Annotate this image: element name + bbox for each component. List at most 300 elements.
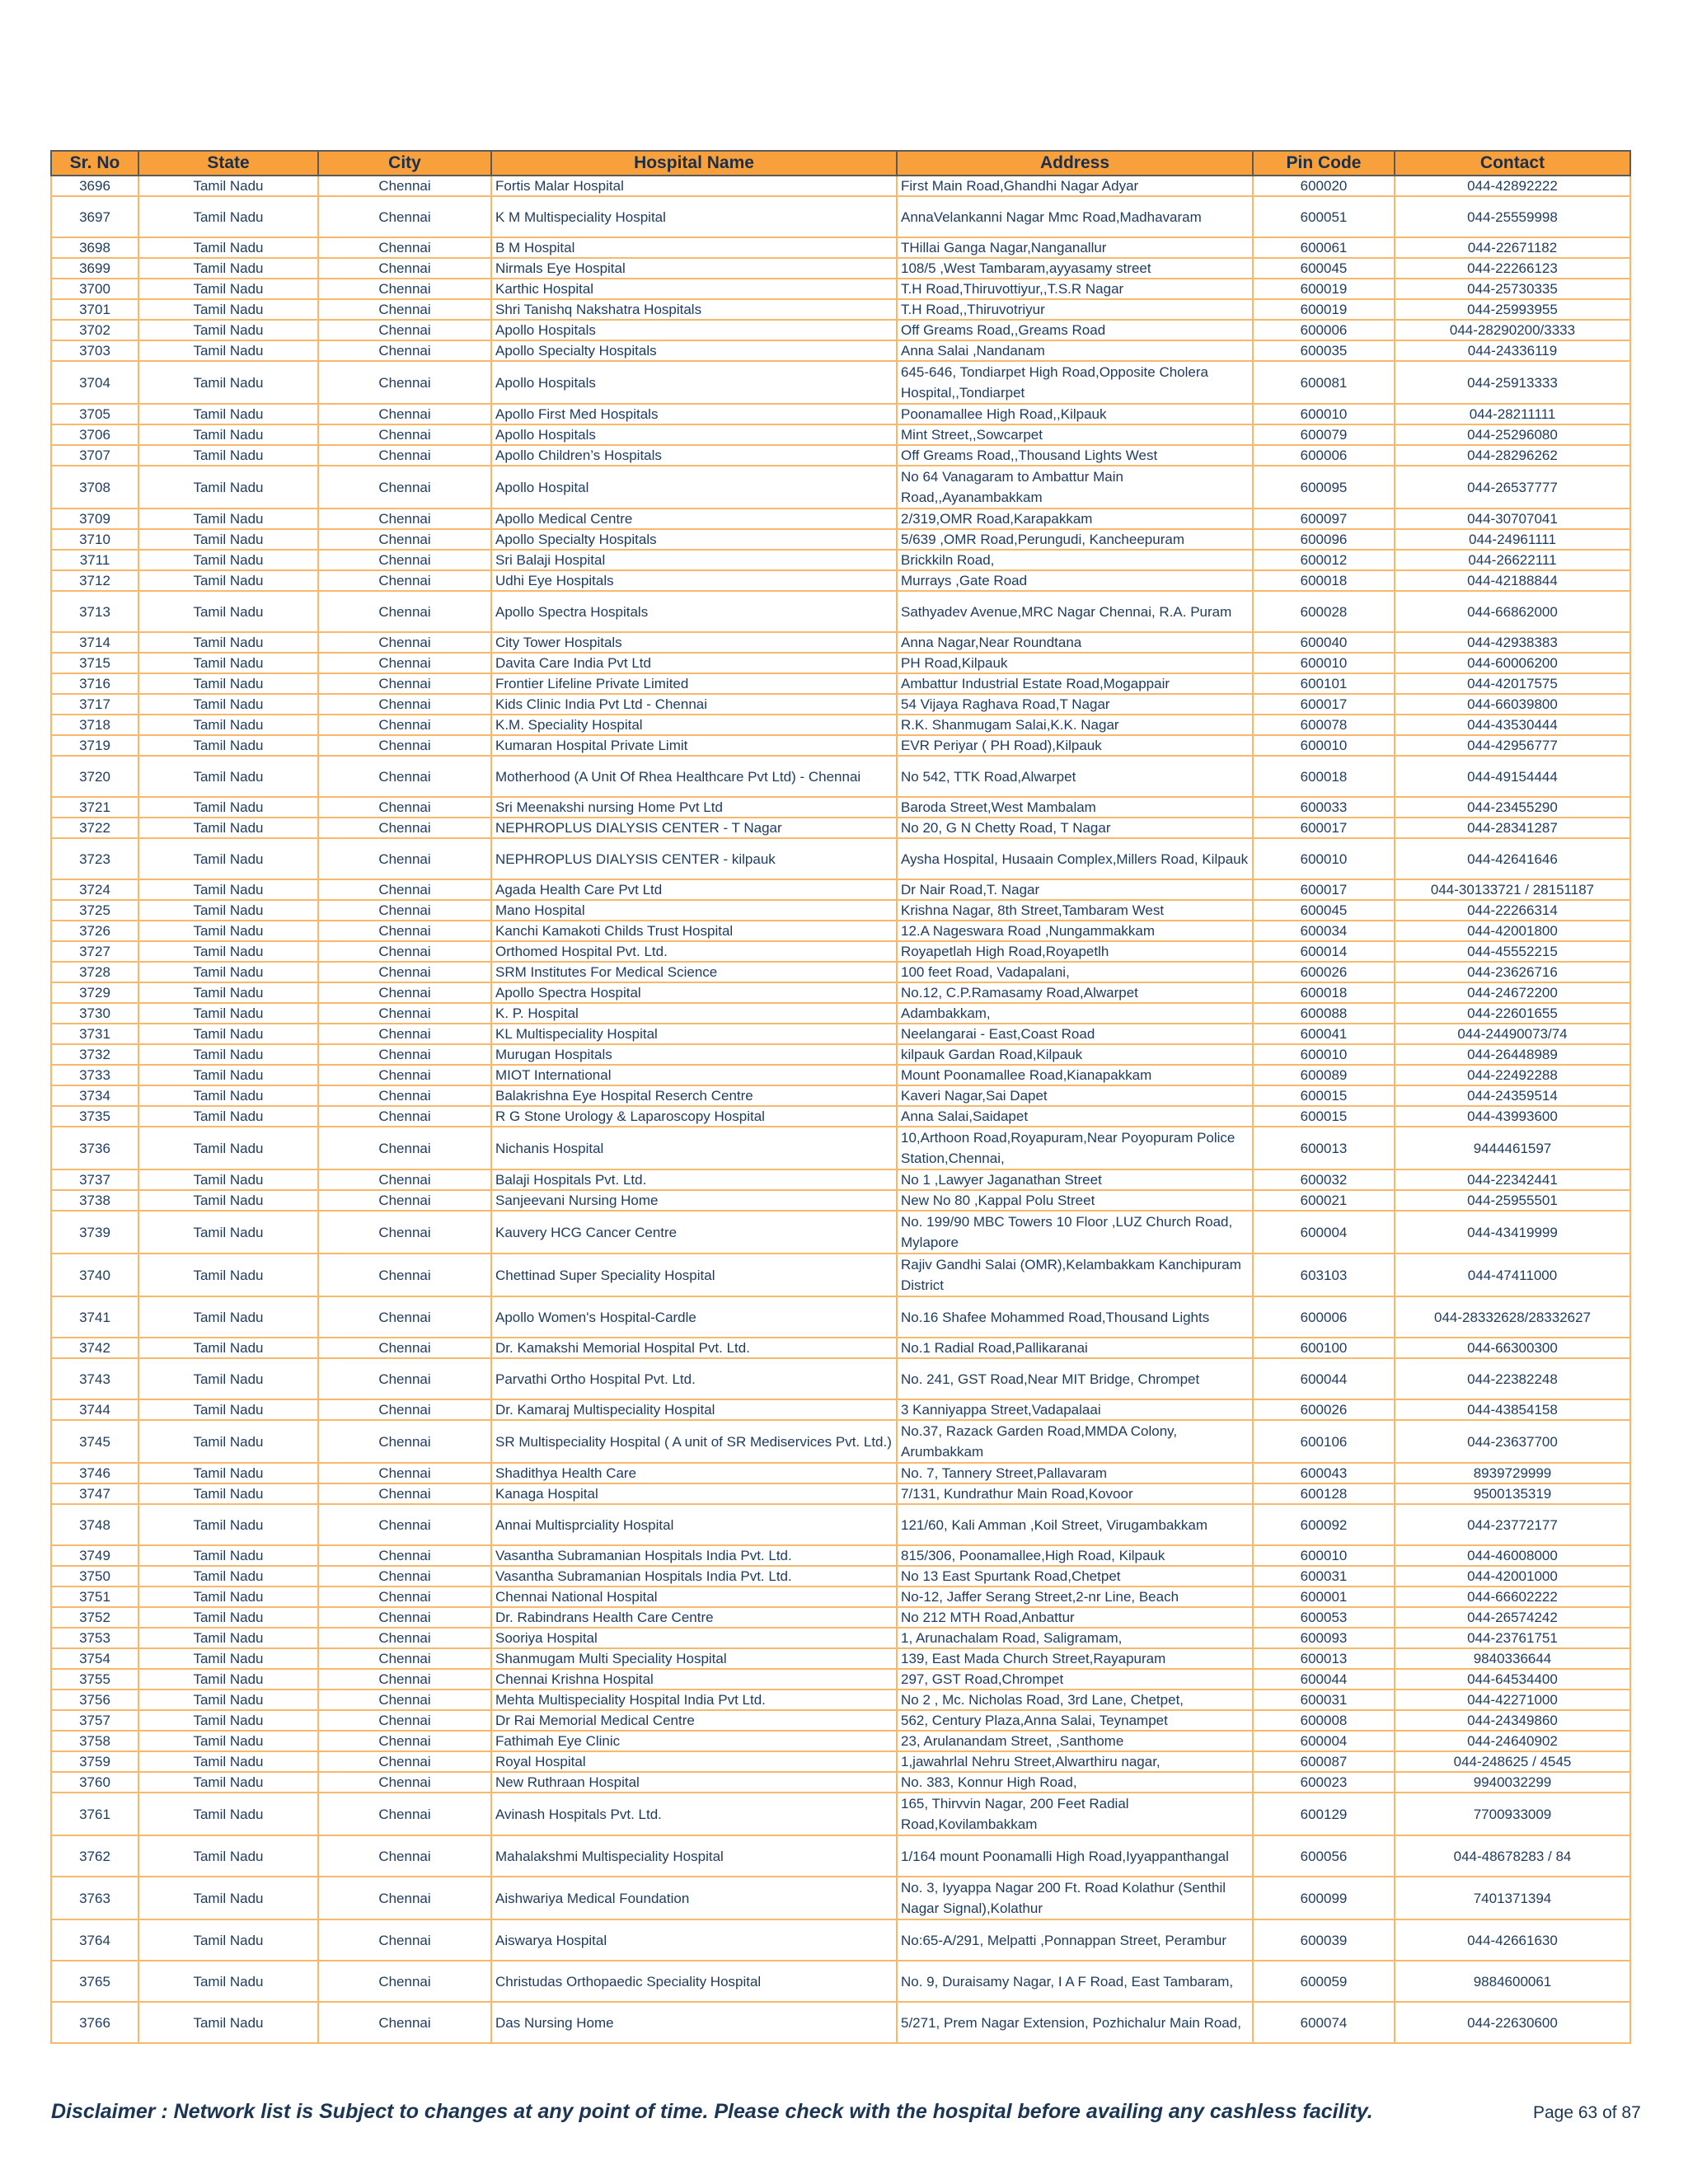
- cell-pin-code: 600033: [1253, 797, 1395, 818]
- cell-contact: 044-42271000: [1395, 1690, 1630, 1710]
- cell-contact: 044-23626716: [1395, 962, 1630, 982]
- cell-city: Chennai: [318, 653, 491, 673]
- cell-city: Chennai: [318, 632, 491, 653]
- table-row: [51, 1024, 1630, 1044]
- cell-contact: 044-22266123: [1395, 258, 1630, 279]
- cell-sr-no: 3732: [51, 1044, 138, 1065]
- cell-hospital-name: Royal Hospital: [491, 1751, 897, 1772]
- table-row: [51, 1919, 1630, 1961]
- cell-city: Chennai: [318, 982, 491, 1003]
- cell-contact: 044-24336119: [1395, 340, 1630, 361]
- cell-pin-code: 600097: [1253, 509, 1395, 529]
- cell-sr-no: 3735: [51, 1106, 138, 1127]
- cell-city: Chennai: [318, 1731, 491, 1751]
- cell-sr-no: 3746: [51, 1463, 138, 1483]
- cell-city: Chennai: [318, 1504, 491, 1545]
- cell-address: Aysha Hospital, Husaain Complex,Millers Road, Kilpauk: [897, 838, 1253, 879]
- cell-state: Tamil Nadu: [138, 509, 318, 529]
- cell-state: Tamil Nadu: [138, 879, 318, 900]
- cell-contact: 9940032299: [1395, 1772, 1630, 1793]
- cell-city: Chennai: [318, 1772, 491, 1793]
- cell-city: Chennai: [318, 1127, 491, 1169]
- cell-contact: 044-46008000: [1395, 1545, 1630, 1566]
- cell-address: 645-646, Tondiarpet High Road,Opposite Cholera Hospital,,Tondiarpet: [897, 361, 1253, 404]
- cell-pin-code: 600045: [1253, 900, 1395, 921]
- cell-sr-no: 3728: [51, 962, 138, 982]
- cell-address: No-12, Jaffer Serang Street,2-nr Line, Beach: [897, 1586, 1253, 1607]
- cell-city: Chennai: [318, 1628, 491, 1648]
- cell-state: Tamil Nadu: [138, 673, 318, 694]
- cell-sr-no: 3752: [51, 1607, 138, 1628]
- cell-address: EVR Periyar ( PH Road),Kilpauk: [897, 735, 1253, 756]
- cell-city: Chennai: [318, 1254, 491, 1296]
- cell-hospital-name: Balakrishna Eye Hospital Reserch Centre: [491, 1085, 897, 1106]
- cell-city: Chennai: [318, 279, 491, 299]
- cell-pin-code: 600004: [1253, 1211, 1395, 1254]
- cell-hospital-name: Mahalakshmi Multispeciality Hospital: [491, 1835, 897, 1877]
- cell-contact: 044-28341287: [1395, 818, 1630, 838]
- cell-city: Chennai: [318, 1085, 491, 1106]
- cell-hospital-name: Frontier Lifeline Private Limited: [491, 673, 897, 694]
- cell-hospital-name: Sri Balaji Hospital: [491, 550, 897, 570]
- cell-contact: 7401371394: [1395, 1877, 1630, 1919]
- cell-state: Tamil Nadu: [138, 1024, 318, 1044]
- cell-city: Chennai: [318, 1463, 491, 1483]
- cell-sr-no: 3742: [51, 1338, 138, 1358]
- table-row: [51, 653, 1630, 673]
- cell-address: Ambattur Industrial Estate Road,Mogappair: [897, 673, 1253, 694]
- cell-pin-code: 600035: [1253, 340, 1395, 361]
- cell-sr-no: 3763: [51, 1877, 138, 1919]
- cell-state: Tamil Nadu: [138, 279, 318, 299]
- cell-address: AnnaVelankanni Nagar Mmc Road,Madhavaram: [897, 196, 1253, 237]
- cell-sr-no: 3756: [51, 1690, 138, 1710]
- cell-pin-code: 600032: [1253, 1169, 1395, 1190]
- cell-state: Tamil Nadu: [138, 2002, 318, 2043]
- cell-hospital-name: Sri Meenakshi nursing Home Pvt Ltd: [491, 797, 897, 818]
- cell-address: No 20, G N Chetty Road, T Nagar: [897, 818, 1253, 838]
- table-row: [51, 529, 1630, 550]
- table-row: [51, 550, 1630, 570]
- cell-state: Tamil Nadu: [138, 196, 318, 237]
- cell-state: Tamil Nadu: [138, 1358, 318, 1399]
- cell-pin-code: 600031: [1253, 1566, 1395, 1586]
- cell-state: Tamil Nadu: [138, 735, 318, 756]
- cell-pin-code: 600017: [1253, 818, 1395, 838]
- cell-pin-code: 600026: [1253, 962, 1395, 982]
- cell-contact: 044-42641646: [1395, 838, 1630, 879]
- table-row: [51, 1127, 1630, 1169]
- table-row: [51, 176, 1630, 196]
- cell-state: Tamil Nadu: [138, 1003, 318, 1024]
- cell-state: Tamil Nadu: [138, 1628, 318, 1648]
- cell-pin-code: 600004: [1253, 1731, 1395, 1751]
- cell-pin-code: 600026: [1253, 1399, 1395, 1420]
- table-row: [51, 1085, 1630, 1106]
- cell-state: Tamil Nadu: [138, 1190, 318, 1211]
- cell-address: No 13 East Spurtank Road,Chetpet: [897, 1566, 1253, 1586]
- cell-state: Tamil Nadu: [138, 1044, 318, 1065]
- cell-contact: 044-60006200: [1395, 653, 1630, 673]
- cell-address: No 212 MTH Road,Anbattur: [897, 1607, 1253, 1628]
- cell-address: Brickkiln Road,: [897, 550, 1253, 570]
- cell-city: Chennai: [318, 591, 491, 632]
- cell-sr-no: 3720: [51, 756, 138, 797]
- cell-sr-no: 3762: [51, 1835, 138, 1877]
- cell-pin-code: 600089: [1253, 1065, 1395, 1085]
- cell-state: Tamil Nadu: [138, 1710, 318, 1731]
- cell-hospital-name: Fortis Malar Hospital: [491, 176, 897, 196]
- cell-address: 23, Arulanandam Street, ,Santhome: [897, 1731, 1253, 1751]
- cell-hospital-name: Apollo Women's Hospital-Cardle: [491, 1296, 897, 1338]
- cell-address: 5/639 ,OMR Road,Perungudi, Kancheepuram: [897, 529, 1253, 550]
- cell-address: 165, Thirvvin Nagar, 200 Feet Radial Road,Kovilambakkam: [897, 1793, 1253, 1835]
- cell-contact: 9444461597: [1395, 1127, 1630, 1169]
- cell-hospital-name: Nichanis Hospital: [491, 1127, 897, 1169]
- cell-contact: 044-42956777: [1395, 735, 1630, 756]
- cell-state: Tamil Nadu: [138, 1607, 318, 1628]
- cell-city: Chennai: [318, 1751, 491, 1772]
- cell-address: THillai Ganga Nagar,Nanganallur: [897, 237, 1253, 258]
- cell-pin-code: 600023: [1253, 1772, 1395, 1793]
- cell-state: Tamil Nadu: [138, 1751, 318, 1772]
- table-row: [51, 1566, 1630, 1586]
- cell-address: No. 7, Tannery Street,Pallavaram: [897, 1463, 1253, 1483]
- cell-address: 5/271, Prem Nagar Extension, Pozhichalur Main Road,: [897, 2002, 1253, 2043]
- cell-hospital-name: Aiswarya Hospital: [491, 1919, 897, 1961]
- cell-sr-no: 3748: [51, 1504, 138, 1545]
- cell-hospital-name: New Ruthraan Hospital: [491, 1772, 897, 1793]
- cell-sr-no: 3708: [51, 466, 138, 509]
- cell-hospital-name: K.M. Speciality Hospital: [491, 715, 897, 735]
- cell-state: Tamil Nadu: [138, 797, 318, 818]
- cell-sr-no: 3698: [51, 237, 138, 258]
- cell-hospital-name: Apollo Spectra Hospital: [491, 982, 897, 1003]
- cell-sr-no: 3733: [51, 1065, 138, 1085]
- cell-hospital-name: SRM Institutes For Medical Science: [491, 962, 897, 982]
- header-sr-no: Sr. No: [51, 151, 138, 176]
- cell-contact: 044-24359514: [1395, 1085, 1630, 1106]
- cell-contact: 9840336644: [1395, 1648, 1630, 1669]
- cell-state: Tamil Nadu: [138, 1504, 318, 1545]
- cell-sr-no: 3707: [51, 445, 138, 466]
- cell-address: 121/60, Kali Amman ,Koil Street, Virugambakkam: [897, 1504, 1253, 1545]
- cell-contact: 044-24672200: [1395, 982, 1630, 1003]
- cell-pin-code: 600017: [1253, 694, 1395, 715]
- table-row: [51, 1648, 1630, 1669]
- cell-address: Royapetlah High Road,Royapetlh: [897, 941, 1253, 962]
- table-row: [51, 1607, 1630, 1628]
- cell-sr-no: 3759: [51, 1751, 138, 1772]
- cell-city: Chennai: [318, 237, 491, 258]
- cell-city: Chennai: [318, 1106, 491, 1127]
- cell-hospital-name: Apollo Hospitals: [491, 424, 897, 445]
- table-row: [51, 404, 1630, 424]
- table-row: [51, 1669, 1630, 1690]
- cell-city: Chennai: [318, 756, 491, 797]
- cell-hospital-name: NEPHROPLUS DIALYSIS CENTER - kilpauk: [491, 838, 897, 879]
- cell-city: Chennai: [318, 1710, 491, 1731]
- cell-address: T.H Road,,Thiruvotriyur: [897, 299, 1253, 320]
- table-row: [51, 818, 1630, 838]
- table-row: [51, 361, 1630, 404]
- cell-address: Mount Poonamallee Road,Kianapakkam: [897, 1065, 1253, 1085]
- cell-pin-code: 600010: [1253, 1044, 1395, 1065]
- cell-hospital-name: Chennai National Hospital: [491, 1586, 897, 1607]
- table-row: [51, 673, 1630, 694]
- cell-state: Tamil Nadu: [138, 653, 318, 673]
- cell-state: Tamil Nadu: [138, 1065, 318, 1085]
- cell-hospital-name: Kids Clinic India Pvt Ltd - Chennai: [491, 694, 897, 715]
- cell-state: Tamil Nadu: [138, 941, 318, 962]
- cell-pin-code: 600044: [1253, 1669, 1395, 1690]
- cell-pin-code: 600028: [1253, 591, 1395, 632]
- cell-pin-code: 600015: [1253, 1085, 1395, 1106]
- cell-state: Tamil Nadu: [138, 1399, 318, 1420]
- cell-address: No. 241, GST Road,Near MIT Bridge, Chrompet: [897, 1358, 1253, 1399]
- cell-city: Chennai: [318, 879, 491, 900]
- cell-pin-code: 600128: [1253, 1483, 1395, 1504]
- table-row: [51, 1504, 1630, 1545]
- cell-state: Tamil Nadu: [138, 466, 318, 509]
- cell-hospital-name: B M Hospital: [491, 237, 897, 258]
- cell-city: Chennai: [318, 1793, 491, 1835]
- table-row: [51, 320, 1630, 340]
- cell-pin-code: 600101: [1253, 673, 1395, 694]
- cell-contact: 044-42938383: [1395, 632, 1630, 653]
- table-row: [51, 1106, 1630, 1127]
- cell-address: 7/131, Kundrathur Main Road,Kovoor: [897, 1483, 1253, 1504]
- cell-address: 54 Vijaya Raghava Road,T Nagar: [897, 694, 1253, 715]
- cell-hospital-name: Apollo Medical Centre: [491, 509, 897, 529]
- cell-sr-no: 3716: [51, 673, 138, 694]
- cell-hospital-name: Apollo Hospital: [491, 466, 897, 509]
- cell-hospital-name: NEPHROPLUS DIALYSIS CENTER - T Nagar: [491, 818, 897, 838]
- table-row: [51, 1003, 1630, 1024]
- cell-state: Tamil Nadu: [138, 1877, 318, 1919]
- cell-state: Tamil Nadu: [138, 404, 318, 424]
- cell-pin-code: 600010: [1253, 735, 1395, 756]
- cell-contact: 044-24490073/74: [1395, 1024, 1630, 1044]
- cell-contact: 9500135319: [1395, 1483, 1630, 1504]
- cell-hospital-name: Fathimah Eye Clinic: [491, 1731, 897, 1751]
- cell-hospital-name: Dr. Kamakshi Memorial Hospital Pvt. Ltd.: [491, 1338, 897, 1358]
- cell-pin-code: 600087: [1253, 1751, 1395, 1772]
- cell-city: Chennai: [318, 1566, 491, 1586]
- cell-pin-code: 600093: [1253, 1628, 1395, 1648]
- cell-city: Chennai: [318, 340, 491, 361]
- cell-city: Chennai: [318, 445, 491, 466]
- cell-city: Chennai: [318, 1358, 491, 1399]
- cell-hospital-name: Shanmugam Multi Speciality Hospital: [491, 1648, 897, 1669]
- cell-state: Tamil Nadu: [138, 1566, 318, 1586]
- cell-address: First Main Road,Ghandhi Nagar Adyar: [897, 176, 1253, 196]
- table-row: [51, 340, 1630, 361]
- cell-sr-no: 3724: [51, 879, 138, 900]
- table-row: [51, 1211, 1630, 1254]
- cell-hospital-name: Motherhood (A Unit Of Rhea Healthcare Pvt Ltd) - Chennai: [491, 756, 897, 797]
- cell-pin-code: 600088: [1253, 1003, 1395, 1024]
- cell-city: Chennai: [318, 509, 491, 529]
- table-row: [51, 1961, 1630, 2002]
- cell-city: Chennai: [318, 1961, 491, 2002]
- cell-pin-code: 600021: [1253, 1190, 1395, 1211]
- cell-city: Chennai: [318, 529, 491, 550]
- cell-hospital-name: City Tower Hospitals: [491, 632, 897, 653]
- cell-sr-no: 3766: [51, 2002, 138, 2043]
- cell-contact: 044-43854158: [1395, 1399, 1630, 1420]
- cell-hospital-name: Davita Care India Pvt Ltd: [491, 653, 897, 673]
- cell-contact: 044-42001000: [1395, 1566, 1630, 1586]
- cell-pin-code: 600006: [1253, 445, 1395, 466]
- cell-address: Murrays ,Gate Road: [897, 570, 1253, 591]
- cell-hospital-name: KL Multispeciality Hospital: [491, 1024, 897, 1044]
- cell-hospital-name: Kanaga Hospital: [491, 1483, 897, 1504]
- cell-contact: 044-64534400: [1395, 1669, 1630, 1690]
- cell-contact: 044-26622111: [1395, 550, 1630, 570]
- cell-sr-no: 3704: [51, 361, 138, 404]
- table-row: [51, 1877, 1630, 1919]
- cell-contact: 044-66300300: [1395, 1338, 1630, 1358]
- cell-address: No 1 ,Lawyer Jaganathan Street: [897, 1169, 1253, 1190]
- cell-pin-code: 600045: [1253, 258, 1395, 279]
- cell-state: Tamil Nadu: [138, 176, 318, 196]
- cell-hospital-name: Apollo Hospitals: [491, 320, 897, 340]
- cell-state: Tamil Nadu: [138, 1463, 318, 1483]
- cell-hospital-name: Udhi Eye Hospitals: [491, 570, 897, 591]
- cell-city: Chennai: [318, 424, 491, 445]
- table-row: [51, 1296, 1630, 1338]
- cell-address: 139, East Mada Church Street,Rayapuram: [897, 1648, 1253, 1669]
- cell-city: Chennai: [318, 361, 491, 404]
- cell-sr-no: 3696: [51, 176, 138, 196]
- cell-state: Tamil Nadu: [138, 632, 318, 653]
- cell-state: Tamil Nadu: [138, 1296, 318, 1338]
- cell-sr-no: 3757: [51, 1710, 138, 1731]
- cell-pin-code: 600079: [1253, 424, 1395, 445]
- cell-city: Chennai: [318, 1877, 491, 1919]
- table-row: [51, 1420, 1630, 1463]
- cell-contact: 044-22630600: [1395, 2002, 1630, 2043]
- cell-address: Anna Salai,Saidapet: [897, 1106, 1253, 1127]
- cell-hospital-name: Dr Rai Memorial Medical Centre: [491, 1710, 897, 1731]
- table-row: [51, 715, 1630, 735]
- cell-hospital-name: SR Multispeciality Hospital ( A unit of SR Mediservices Pvt. Ltd.): [491, 1420, 897, 1463]
- cell-contact: 044-25730335: [1395, 279, 1630, 299]
- table-row: [51, 196, 1630, 237]
- cell-pin-code: 600096: [1253, 529, 1395, 550]
- cell-city: Chennai: [318, 299, 491, 320]
- cell-address: No. 383, Konnur High Road,: [897, 1772, 1253, 1793]
- cell-address: Neelangarai - East,Coast Road: [897, 1024, 1253, 1044]
- cell-sr-no: 3725: [51, 900, 138, 921]
- cell-state: Tamil Nadu: [138, 838, 318, 879]
- table-row: [51, 900, 1630, 921]
- cell-state: Tamil Nadu: [138, 1127, 318, 1169]
- hospital-network-table: [50, 150, 1631, 2044]
- cell-sr-no: 3705: [51, 404, 138, 424]
- cell-pin-code: 600019: [1253, 299, 1395, 320]
- cell-address: 815/306, Poonamallee,High Road, Kilpauk: [897, 1545, 1253, 1566]
- cell-sr-no: 3706: [51, 424, 138, 445]
- header-row: [51, 151, 1630, 176]
- cell-contact: 044-24349860: [1395, 1710, 1630, 1731]
- cell-city: Chennai: [318, 1483, 491, 1504]
- cell-pin-code: 600013: [1253, 1127, 1395, 1169]
- cell-city: Chennai: [318, 921, 491, 941]
- cell-state: Tamil Nadu: [138, 715, 318, 735]
- cell-pin-code: 600006: [1253, 1296, 1395, 1338]
- cell-address: No. 199/90 MBC Towers 10 Floor ,LUZ Church Road, Mylapore: [897, 1211, 1253, 1254]
- cell-city: Chennai: [318, 570, 491, 591]
- cell-contact: 044-248625 / 4545: [1395, 1751, 1630, 1772]
- table-row: [51, 1254, 1630, 1296]
- cell-sr-no: 3740: [51, 1254, 138, 1296]
- cell-city: Chennai: [318, 2002, 491, 2043]
- cell-contact: 044-48678283 / 84: [1395, 1835, 1630, 1877]
- cell-city: Chennai: [318, 1296, 491, 1338]
- cell-contact: 044-25993955: [1395, 299, 1630, 320]
- cell-pin-code: 600053: [1253, 1607, 1395, 1628]
- cell-state: Tamil Nadu: [138, 1420, 318, 1463]
- cell-sr-no: 3749: [51, 1545, 138, 1566]
- cell-city: Chennai: [318, 1190, 491, 1211]
- cell-address: No 64 Vanagaram to Ambattur Main Road,,Ayanambakkam: [897, 466, 1253, 509]
- cell-city: Chennai: [318, 1586, 491, 1607]
- cell-contact: 044-49154444: [1395, 756, 1630, 797]
- table-row: [51, 1690, 1630, 1710]
- cell-address: T.H Road,Thiruvottiyur,,T.S.R Nagar: [897, 279, 1253, 299]
- cell-city: Chennai: [318, 694, 491, 715]
- cell-address: Anna Nagar,Near Roundtana: [897, 632, 1253, 653]
- cell-state: Tamil Nadu: [138, 1919, 318, 1961]
- cell-state: Tamil Nadu: [138, 1211, 318, 1254]
- cell-sr-no: 3747: [51, 1483, 138, 1504]
- cell-sr-no: 3753: [51, 1628, 138, 1648]
- cell-sr-no: 3731: [51, 1024, 138, 1044]
- cell-address: No. 3, Iyyappa Nagar 200 Ft. Road Kolathur (Senthil Nagar Signal),Kolathur: [897, 1877, 1253, 1919]
- cell-contact: 044-22342441: [1395, 1169, 1630, 1190]
- cell-address: Rajiv Gandhi Salai (OMR),Kelambakkam Kanchipuram District: [897, 1254, 1253, 1296]
- cell-contact: 044-42661630: [1395, 1919, 1630, 1961]
- cell-sr-no: 3703: [51, 340, 138, 361]
- table-row: [51, 1751, 1630, 1772]
- table-row: [51, 1793, 1630, 1835]
- cell-sr-no: 3699: [51, 258, 138, 279]
- cell-state: Tamil Nadu: [138, 424, 318, 445]
- cell-state: Tamil Nadu: [138, 1085, 318, 1106]
- cell-hospital-name: Shri Tanishq Nakshatra Hospitals: [491, 299, 897, 320]
- cell-state: Tamil Nadu: [138, 1961, 318, 2002]
- cell-hospital-name: Mehta Multispeciality Hospital India Pvt Ltd.: [491, 1690, 897, 1710]
- cell-city: Chennai: [318, 900, 491, 921]
- cell-hospital-name: Mano Hospital: [491, 900, 897, 921]
- table-row: [51, 591, 1630, 632]
- cell-state: Tamil Nadu: [138, 320, 318, 340]
- table-row: [51, 921, 1630, 941]
- cell-contact: 044-25955501: [1395, 1190, 1630, 1211]
- cell-sr-no: 3764: [51, 1919, 138, 1961]
- cell-pin-code: 600017: [1253, 879, 1395, 900]
- cell-pin-code: 600015: [1253, 1106, 1395, 1127]
- cell-address: Dr Nair Road,T. Nagar: [897, 879, 1253, 900]
- table-row: [51, 1835, 1630, 1877]
- table-row: [51, 1628, 1630, 1648]
- cell-state: Tamil Nadu: [138, 550, 318, 570]
- table-row: [51, 1483, 1630, 1504]
- cell-contact: 044-30707041: [1395, 509, 1630, 529]
- cell-pin-code: 600008: [1253, 1710, 1395, 1731]
